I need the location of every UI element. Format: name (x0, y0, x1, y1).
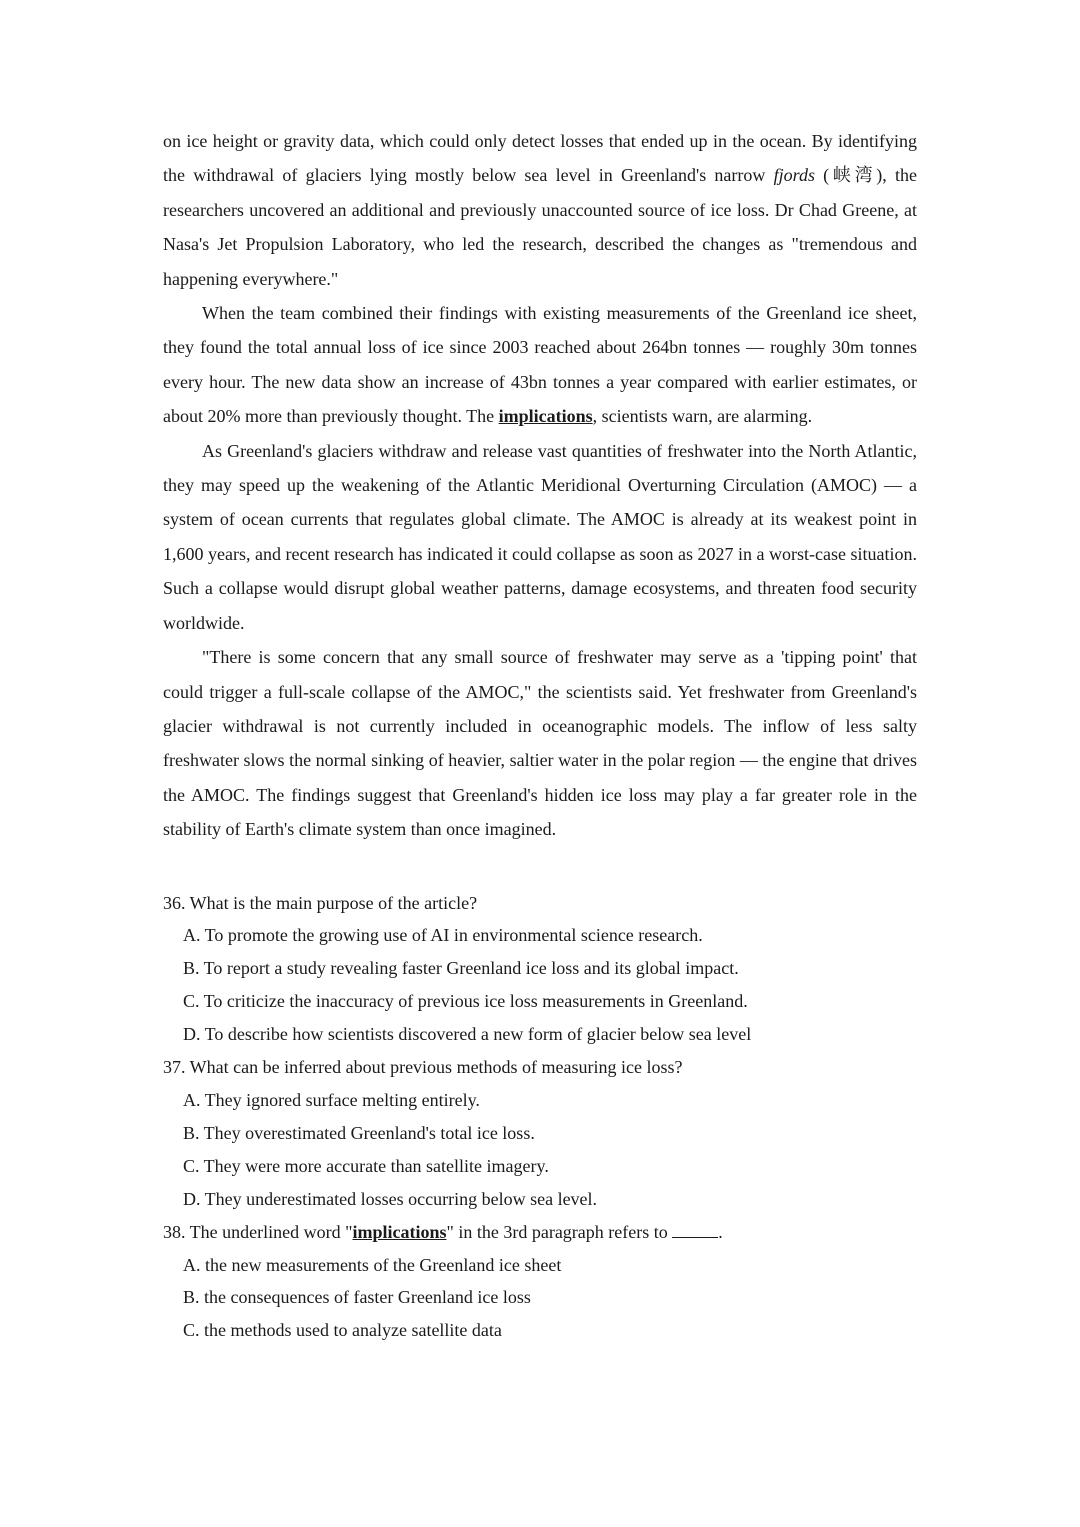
questions-section (163, 887, 917, 1348)
paragraph-text: (峡湾), the researchers uncovered an additional and previously unaccounted source of ice loss. Dr Chad Greene, at Nasa's Jet Propulsion Laboratory, who led the research, described the changes as "tremendous and happening everywhere." (163, 165, 918, 289)
question-stem-text: . (718, 1221, 723, 1242)
answer-option-c: C. the methods used to analyze satellite data (183, 1320, 502, 1341)
underlined-word-implications: implications (352, 1221, 447, 1242)
question-38 (163, 1216, 917, 1348)
answer-option-a: A. the new measurements of the Greenland ice sheet (183, 1254, 562, 1275)
question-stem (163, 1216, 917, 1249)
question-stem-text: " in the 3rd paragraph refers to (446, 1221, 673, 1242)
answer-option-d: D. They underestimated losses occurring below sea level. (183, 1188, 598, 1209)
exam-page (163, 124, 917, 1347)
answer-option-b: B. the consequences of faster Greenland ice loss (183, 1287, 531, 1308)
article-paragraph-3: As Greenland's glaciers withdraw and release vast quantities of freshwater into the North Atlantic, they may speed up the weakening of the Atlantic Meridional Overturning Circulation (AMOC) — a system of ocean currents that regulates global climate. The AMOC is already at its weakest point in 1,600 years, and recent research has indicated it could collapse as soon as 2027 in a worst-case situation. Such a collapse would disrupt global weather patterns, damage ecosystems, and threaten food security worldwide. (163, 440, 917, 633)
answer-option-c: C. They were more accurate than satellite imagery. (183, 1155, 549, 1176)
answer-option-b: B. To report a study revealing faster Greenland ice loss and its global impact. (183, 958, 739, 979)
answer-option-d: D. To describe how scientists discovered a new form of glacier below sea level (183, 1024, 752, 1045)
paragraph-text: on ice height or gravity data, which could only detect losses that ended up in the ocean. By identifying the withdrawal of glaciers lying mostly below sea level in Greenland's narrow (163, 131, 917, 186)
article-paragraph-1 (163, 124, 917, 296)
question-stem-text: 38. The underlined word " (163, 1221, 353, 1242)
question-37 (163, 1051, 917, 1216)
question-stem: 37. What can be inferred about previous methods of measuring ice loss? (163, 1057, 683, 1078)
article-paragraph-4: "There is some concern that any small source of freshwater may serve as a 'tipping point' that could trigger a full-scale collapse of the AMOC," the scientists said. Yet freshwater from Greenland's glacier withdrawal is not currently included in oceanographic models. The inflow of less salty freshwater slows the normal sinking of heavier, saltier water in the polar region — the engine that drives the AMOC. The findings suggest that Greenland's hidden ice loss may play a far greater role in the stability of Earth's climate system than once imagined. (163, 647, 917, 840)
answer-option-b: B. They overestimated Greenland's total ice loss. (183, 1122, 535, 1143)
paragraph-text: , scientists warn, are alarming. (592, 406, 813, 427)
answer-option-a: A. To promote the growing use of AI in environmental science research. (183, 925, 703, 946)
article-paragraph-2 (163, 296, 917, 434)
answer-option-c: C. To criticize the inaccuracy of previous ice loss measurements in Greenland. (183, 991, 748, 1012)
answer-option-a: A. They ignored surface melting entirely. (183, 1089, 480, 1110)
underlined-word-implications: implications (498, 406, 593, 427)
paragraph-text: When the team combined their findings with existing measurements of the Greenland ice sheet, they found the total annual loss of ice since 2003 reached about 264bn tonnes — roughly 30m tonnes every hour. The new data show an increase of 43bn tonnes a year compared with earlier estimates, or about 20% more than previously thought. The (163, 303, 917, 427)
term-fjords: fjords (773, 165, 815, 186)
question-stem: 36. What is the main purpose of the article? (163, 892, 478, 913)
question-36 (163, 887, 917, 1052)
answer-blank (672, 1221, 718, 1238)
